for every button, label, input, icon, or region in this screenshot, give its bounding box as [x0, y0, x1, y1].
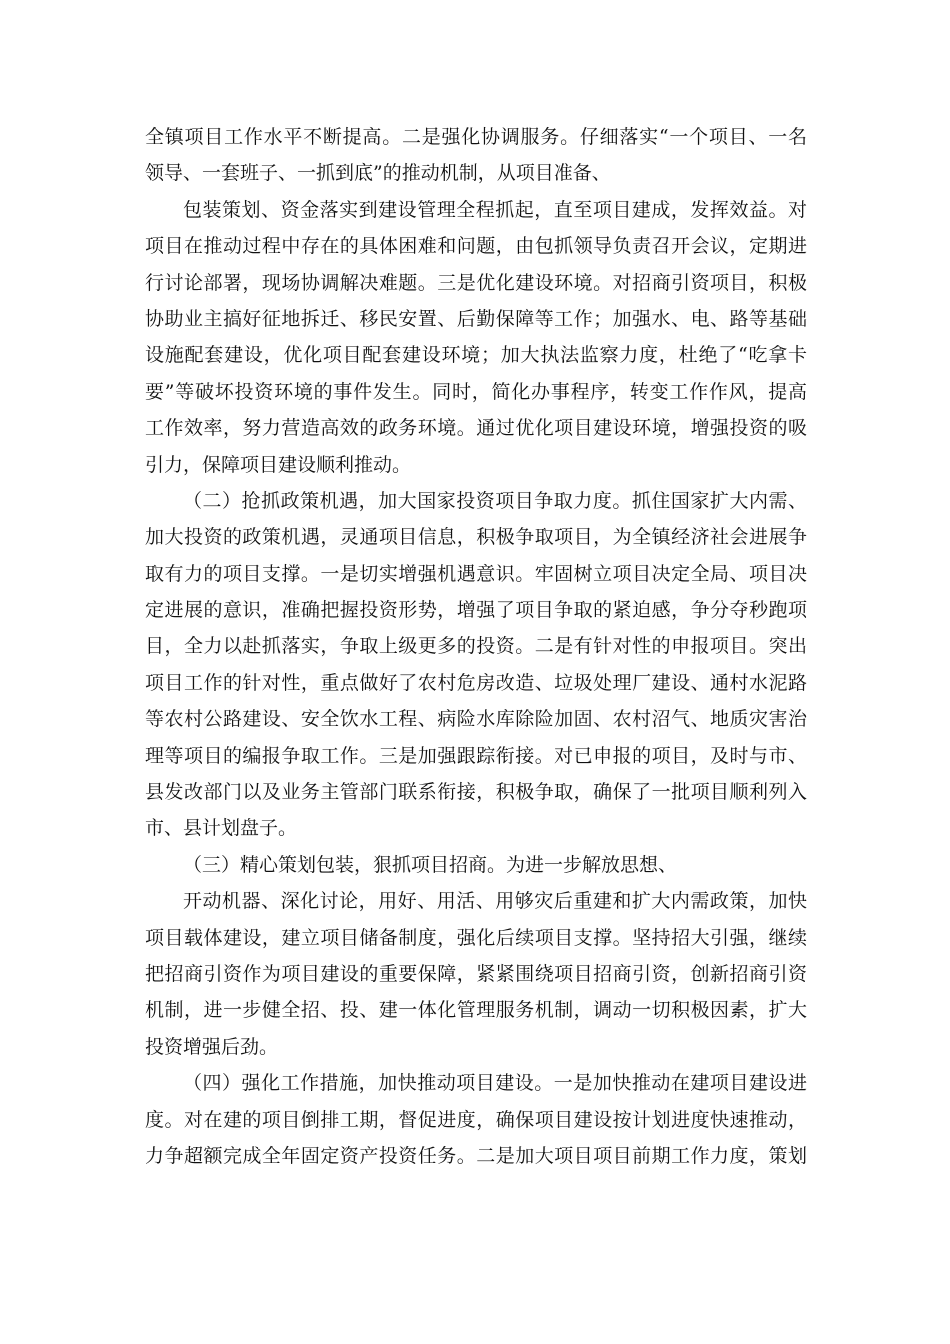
paragraph-line: （三）精心策划包装，狠抓项目招商。为进一步解放思想、 — [183, 853, 678, 876]
paragraph-line: 县发改部门以及业务主管部门联系衔接，积极争取，确保了一批项目顺利列入 — [145, 781, 807, 804]
paragraph-line: 工作效率，努力营造高效的政务环境。通过优化项目建设环境，增强投资的吸 — [145, 417, 807, 440]
paragraph-line: 把招商引资作为项目建设的重要保障，紧紧围绕项目招商引资，创新招商引资 — [145, 962, 807, 985]
paragraph-line: 加大投资的政策机遇，灵通项目信息，积极争取项目，为全镇经济社会进展争 — [145, 526, 807, 549]
paragraph-line: 开动机器、深化讨论，用好、用活、用够灾后重建和扩大内需政策，加快 — [183, 890, 807, 913]
paragraph-line: 定进展的意识，准确把握投资形势，增强了项目争取的紧迫感，争分夺秒跑项 — [145, 599, 807, 622]
paragraph-line: 目，全力以赴抓落实，争取上级更多的投资。二是有针对性的申报项目。突出 — [145, 635, 807, 658]
paragraph-line: 度。对在建的项目倒排工期，督促进度，确保项目建设按计划进度快速推动， — [145, 1108, 807, 1131]
paragraph-line: 机制，进一步健全招、投、建一体化管理服务机制，调动一切积极因素，扩大 — [145, 999, 807, 1022]
paragraph-line: （四）强化工作措施，加快推动项目建设。一是加快推动在建项目建设进 — [183, 1072, 807, 1095]
paragraph-line: 市、县计划盘子。 — [145, 817, 298, 840]
paragraph-line: 领导、一套班子、一抓到底”的推动机制，从项目准备、 — [145, 162, 611, 185]
paragraph-line: 项目在推动过程中存在的具体困难和问题，由包抓领导负责召开会议，定期进 — [145, 235, 807, 258]
paragraph-line: 全镇项目工作水平不断提高。二是强化协调服务。仔细落实“一个项目、一名 — [145, 126, 807, 148]
paragraph-line: 理等项目的编报争取工作。三是加强跟踪衔接。对已申报的项目，及时与市、 — [145, 744, 807, 767]
paragraph-line: 力争超额完成全年固定资产投资任务。二是加大项目项目前期工作力度，策划 — [145, 1144, 807, 1167]
paragraph-line: 设施配套建设，优化项目配套建设环境；加大执法监察力度，杜绝了“吃拿卡 — [145, 344, 807, 367]
paragraph-line: 引力，保障项目建设顺利推动。 — [145, 453, 412, 476]
document-body — [145, 119, 807, 1174]
paragraph-line: 行讨论部署，现场协调解决难题。三是优化建设环境。对招商引资项目，积极 — [145, 271, 807, 294]
paragraph-line: 项目载体建设，建立项目储备制度，强化后续项目支撑。坚持招大引强，继续 — [145, 926, 807, 949]
paragraph-line: 包装策划、资金落实到建设管理全程抓起，直至项目建成，发挥效益。对 — [183, 198, 807, 221]
paragraph-line: 项目工作的针对性，重点做好了农村危房改造、垃圾处理厂建设、通村水泥路 — [145, 671, 807, 694]
paragraph-line: 要”等破坏投资环境的事件发生。同时，简化办事程序，转变工作作风，提高 — [145, 380, 807, 403]
paragraph-line: （二）抢抓政策机遇，加大国家投资项目争取力度。抓住国家扩大内需、 — [183, 489, 807, 512]
paragraph-line: 协助业主搞好征地拆迁、移民安置、后勤保障等工作；加强水、电、路等基础 — [145, 307, 807, 330]
paragraph-line: 取有力的项目支撑。一是切实增强机遇意识。牢固树立项目决定全局、项目决 — [145, 562, 807, 585]
paragraph-line: 等农村公路建设、安全饮水工程、病险水库除险加固、农村沼气、地质灾害治 — [145, 708, 807, 731]
paragraph-line: 投资增强后劲。 — [145, 1035, 279, 1058]
